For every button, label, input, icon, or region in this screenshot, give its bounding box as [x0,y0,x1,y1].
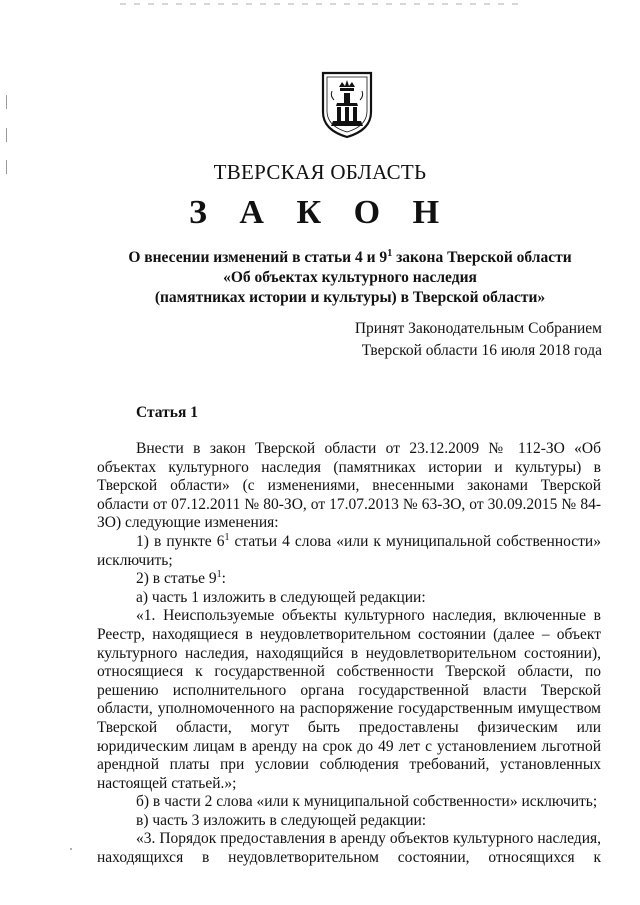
scan-edge-mark [6,128,7,142]
adoption-note: Принят Законодательным Собранием Тверской области 16 июля 2018 года [354,320,602,359]
quote-part-3: «3. Порядок предоставления в аренду объектов культурного наследия, находящихся в неудовлетворительном состоянии, относящихся к [97,830,601,867]
coat-of-arms-emblem [320,70,374,140]
scan-edge-mark [6,95,7,109]
quote-part-1: «1. Неиспользуемые объекты культурного наследия, включенные в Реестр, находящиеся в неудовлетворительном состоянии (далее – объект культурного наследия, находящийся в неудовлетворительном состоянии), относящиеся к государственной собственности Тверской области, по решению исполнительного органа государственной власти Тверской области, уполномоченного на распоряжение государственным имуществом Тверской области, могут быть предоставлены физическим или юридическим лицам в аренду на срок до 49 лет с установлением льготной арендной платы при условии соблюдения требований, установленных настоящей статьей.»; [97,607,601,792]
article-body [97,440,601,868]
region-name: ТВЕРСКАЯ ОБЛАСТЬ [213,160,427,184]
subitem-b: б) в части 2 слова «или к муниципальной собственности» исключить; [136,793,598,811]
item-1: 1) в пункте $6^1$ статьи 4 слова «или к муниципальной собственности» исключить; [97,531,601,569]
article-heading: Статья 1 [136,404,198,421]
subitem-c: в) часть 3 изложить в следующей редакции: [136,811,427,829]
law-subtitle: О внесении изменений в статьи 4 и $9^1$ закона Тверской области «Об объектах культурного наследия (памятниках истории и культуры) в Тверской области» [128,247,572,306]
intro-paragraph: Внести в закон Тверской области от 23.12.2009 № 112-ЗО «Об объектах культурного наследия (памятниках истории и культуры) в Тверской области» (с изменениями, внесенными законами Тверской области от 07.12.2011 № 80-ЗО, от 17.07.2013 № 63-ЗО, от 30.09.2015 № 84-ЗО) следующие изменения: [97,440,601,532]
scan-artifact [120,3,520,5]
law-title: З А К О Н [188,194,452,231]
subitem-a: а) часть 1 изложить в следующей редакции: [136,588,426,606]
item-2: 2) в статье $9^1$: [136,569,226,588]
scan-speck [70,848,72,850]
